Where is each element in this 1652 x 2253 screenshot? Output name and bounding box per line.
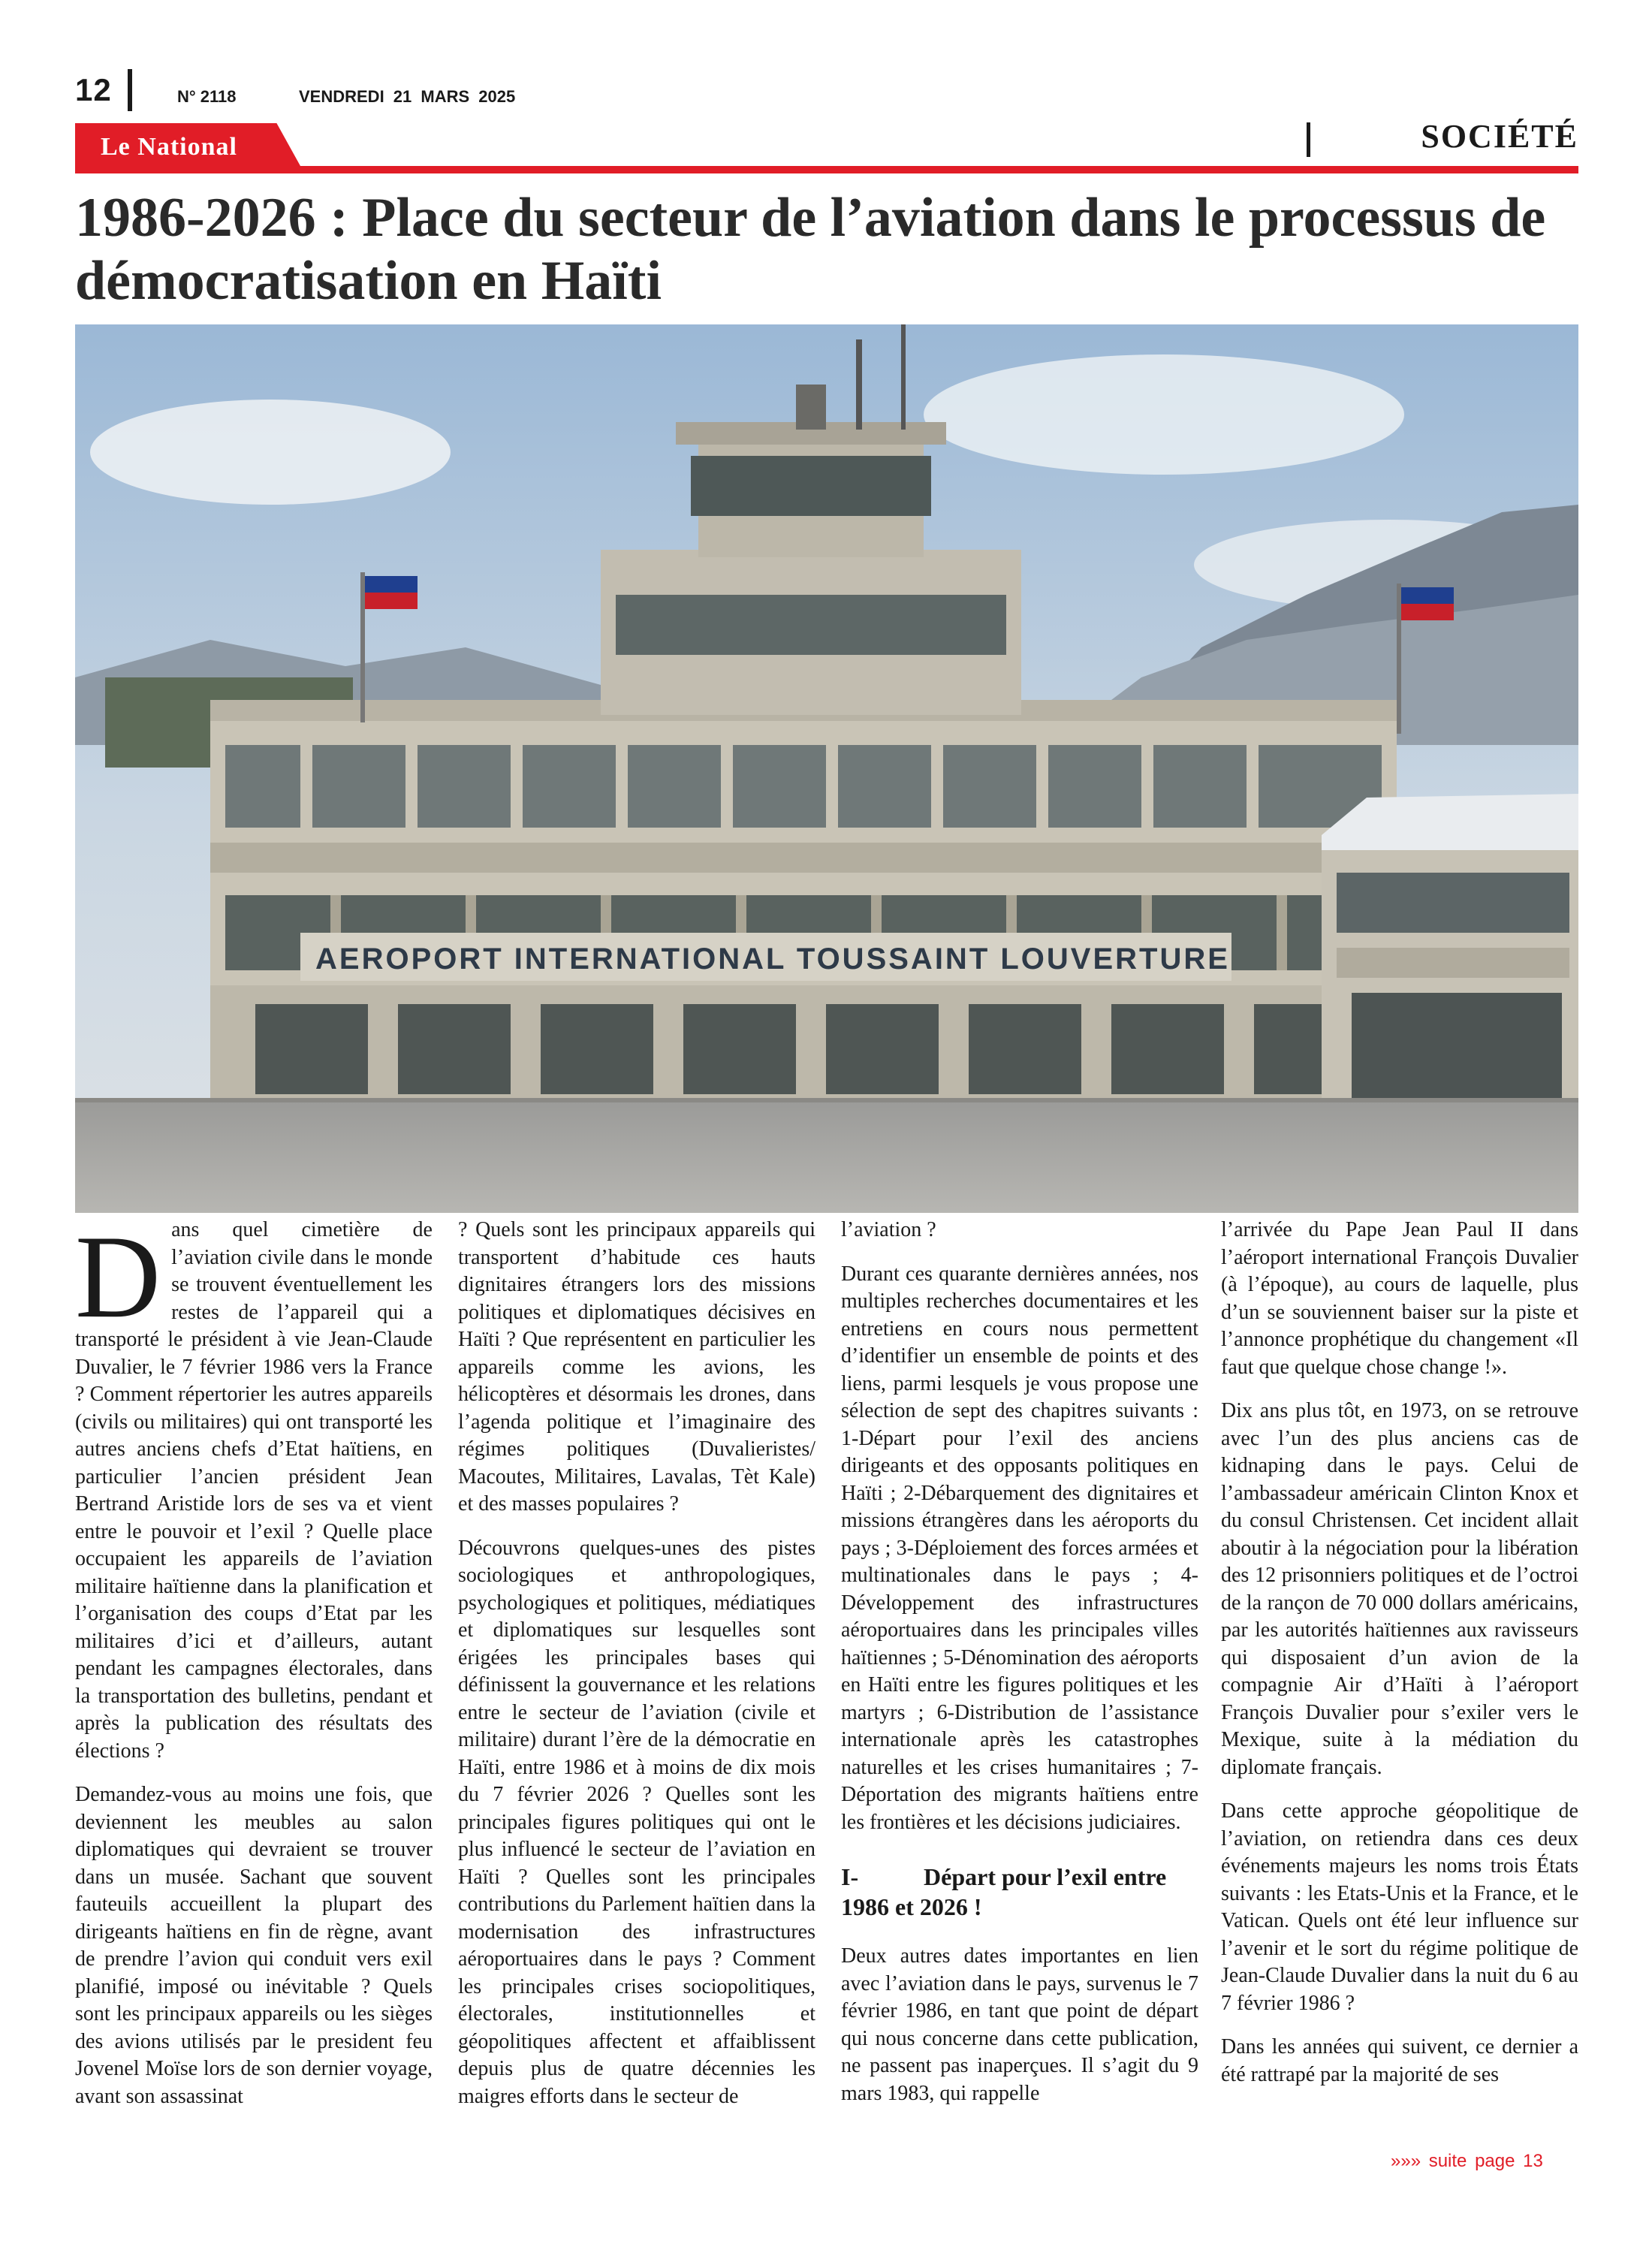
article-column-2 xyxy=(458,1217,815,2133)
subheading-text: Départ pour l’exil entre 1986 et 2026 ! xyxy=(841,1863,1167,1920)
issue-number: N° 2118 xyxy=(177,87,237,106)
paragraph: Dans les années qui suivent, ce dernier a été rattrapé par la majorité de ses xyxy=(1221,2035,1578,2086)
article-column-3 xyxy=(841,1217,1198,2133)
section-label: SOCIÉTÉ xyxy=(1421,118,1578,155)
airport-photo xyxy=(75,324,1578,1213)
subheading xyxy=(841,1862,1198,1922)
article-title: 1986-2026 : Place du secteur de l’aviation dans le processus de démocratisation en Haïti xyxy=(75,187,1546,312)
header-divider xyxy=(128,69,132,111)
paragraph: Dans cette approche géopolitique de l’aviation, on retiendra dans ces deux événements majeurs les noms trois États suivants : les Etats-Unis et la France, et le Vatican. Quels ont été leur influence sur l’avenir et le sort du régime politique de Jean-Claude Duvalier dans la nuit du 6 au 7 février 1986 ? xyxy=(1221,1799,1578,2015)
paragraph: Demandez-vous au moins une fois, que deviennent les meubles au salon diplomatiques qui devraient se trouver dans un musée. Sachant que souvent fauteuils accueillent la plupart des dirigeants haïtiens en fin de règne, avant de prendre l’avion qui conduit vers exil planifié, imposé ou inévitable ? Quels sont les principaux appareils ou les sièges des avions utilisés par le president feu Jovenel Moïse lors de son dernier voyage, avant son assassinat xyxy=(75,1783,433,2108)
continued-on-page-link[interactable]: »»» suite page 13 xyxy=(1391,2151,1543,2171)
paragraph: Durant ces quarante dernières années, nos multiples recherches documentaires et les entretiens en cours nous permettent d’identifier un ensemble de points et des liens, parmi lesquels je vous propose une sélection de sept des chapitres suivants : 1-Départ pour l’exil des anciens dirigeants et des opposants politiques en Haïti ; 2-Débarquement des dignitaires et missions étrangères dans les aéroports du pays ; 3-Déploiement des forces armées et multinationales dans le pays ; 4-Développement des infrastructures aéroportuaires dans les principales villes haïtiennes ; 5-Dénomination des aéroports en Haïti entre les figures politiques et les martyrs ; 6-Distribution de l’assistance internationale après les catastrophes naturelles et les crises humanitaires ; 7-Déportation des migrants haïtiens entre les frontières et les décisions judiciaires. xyxy=(841,1262,1198,1834)
drop-cap: D xyxy=(75,1217,161,1343)
section-divider xyxy=(1307,122,1310,157)
terminal-sign: AEROPORT INTERNATIONAL TOUSSAINT LOUVERTURE xyxy=(315,943,1230,976)
newspaper-name: Le National xyxy=(101,133,237,161)
header-rule xyxy=(75,166,1578,173)
paragraph: Dans quel cimetière de l’aviation civile dans le monde se trouvent éventuellement les restes de l’appareil qui a transporté le président à vie Jean-Claude Duvalier, le 7 février 1986 vers la France ? Comment répertorier les autres appareils (civils ou militaires) qui ont transporté les autres anciens chefs d’Etat haïtiens, en particulier l’ancien président Jean Bertrand Aristide lors de ses va et vient entre le pouvoir et l’exil ? Quelle place occupaient les appareils de l’aviation militaire haïtienne dans la planification et l’organisation des coups d’Etat par les militaires d’ici et d’ailleurs, autant pendant les campagnes électorales, dans la transportation des bulletins, pendant et après la publication des résultats des élections ? xyxy=(75,1217,433,1763)
page-number: 12 xyxy=(75,72,112,107)
paragraph: l’arrivée du Pape Jean Paul II dans l’aéroport international François Duvalier (à l’époque), au cours de laquelle, plus d’un se souviennent baiser sur la piste et l’annonce prophétique du changement «Il faut que quelque chose change !». xyxy=(1221,1218,1578,1379)
subheading-number: I- xyxy=(841,1863,859,1890)
paragraph: ? Quels sont les principaux appareils qui transportent d’habitude ces hauts dignitaires étrangers lors des missions politiques et diplomatiques décisives en Haïti ? Que représentent en particulier les appareils comme les avions, les hélicoptères et désormais les drones, dans l’agenda politique et l’imaginaire des régimes politiques (Duvalieristes/ Macoutes, Militaires, Lavalas, Tèt Kale) et des masses populaires ? xyxy=(458,1218,815,1516)
article-column-1 xyxy=(75,1217,433,2133)
paragraph: Découvrons quelques-unes des pistes sociologiques et anthropologiques, psychologiques et politiques, médiatiques et diplomatiques sur lesquelles sont érigées les principales bases qui définissent la gouvernance et les relations entre le secteur de l’aviation (civile et militaire) durant l’ère de la démocratie en Haïti, entre 1986 et à moins de dix mois du 7 février 2026 ? Quelles sont les principales figures politiques qui ont le plus influencé le secteur de l’aviation en Haïti ? Quelles sont les principales contributions du Parlement haïtien dans la modernisation des infrastructures aéroportuaires dans le pays ? Comment les principales crises sociopolitiques, électorales, institutionnelles et géopolitiques affectent et affaiblissent depuis plus de quatre décennies les maigres efforts dans le secteur de xyxy=(458,1536,815,2108)
issue-date: VENDREDI 21 MARS 2025 xyxy=(299,87,516,106)
paragraph: l’aviation ? xyxy=(841,1218,936,1241)
paragraph: Deux autres dates importantes en lien avec l’aviation dans le pays, survenus le 7 février 1986, en tant que point de départ qui nous concerne dans cette publication, ne passent pas inaperçues. Il s’agit du 9 mars 1983, qui rappelle xyxy=(841,1944,1198,2105)
paragraph: Dix ans plus tôt, en 1973, on se retrouve avec l’un des plus anciens cas de kidnaping dans le pays. Celui de l’ambassadeur américain Clinton Knox et du consul Christensen. Cet incident allait aboutir à la négociation pour la libération des 12 prisonniers politiques et de l’octroi de la rançon de 70 000 dollars américains, par les autorités haïtiennes aux ravisseurs qui disposaient d’un avion de la compagnie Air d’Haïti à l’aéroport François Duvalier pour s’exiler vers le Mexique, suite à la médiation du diplomate français. xyxy=(1221,1399,1578,1779)
article-column-4 xyxy=(1221,1217,1578,2133)
